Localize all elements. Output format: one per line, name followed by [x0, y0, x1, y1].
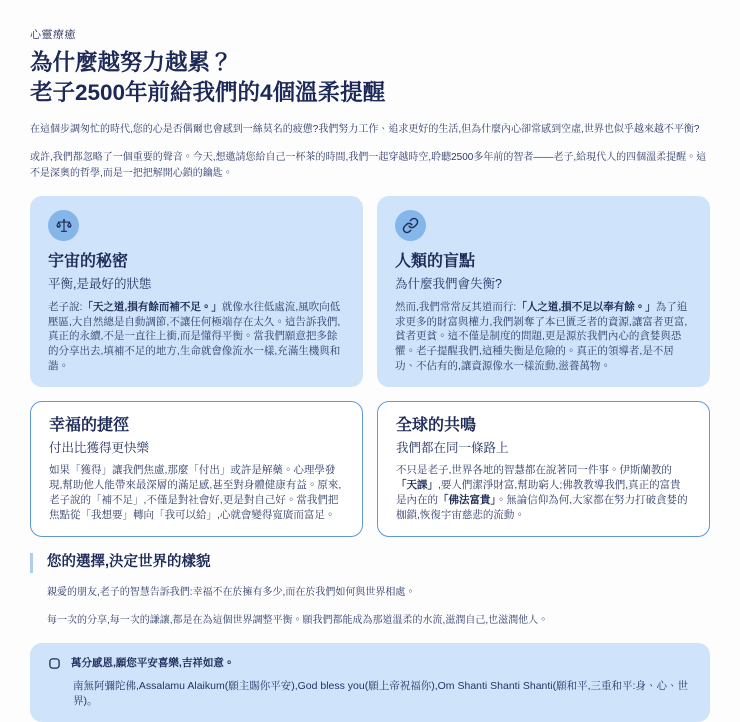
card-happiness-shortcut [30, 401, 363, 537]
blessing-icon [48, 657, 61, 670]
card-title: 幸福的捷徑 [49, 417, 130, 435]
page-title-line1: 為什麼越努力越累？ [30, 50, 233, 75]
card-title: 人類的盲點 [395, 253, 476, 271]
card-subtitle: 我們都在同一條路上 [396, 441, 509, 456]
page-title [30, 48, 710, 107]
card-human-blindspot [377, 196, 710, 387]
closing-paragraph-1: 親愛的朋友,老子的智慧告訴我們:幸福不在於擁有多少,而在於我們如何與世界相處。 [47, 586, 416, 598]
cards-grid [30, 196, 710, 537]
card-subtitle: 付出比獲得更快樂 [49, 441, 150, 456]
intro-paragraph-1: 在這個步調匆忙的時代,您的心是否偶爾也會感到一絲莫名的疲憊?我們努力工作、追求更好的生活,但為什麼內心卻常感到空虛,世界也似乎越來越不平衡? [30, 124, 700, 136]
blessing-line-2: 南無阿彌陀佛,Assalamu Alaikum(願主賜你平安),God bless you(願上帝祝福你),Om Shanti Shanti Shanti(願和平,三重和平:身、心、世界)。 [73, 679, 688, 708]
closing-paragraph-2: 每一次的分享,每一次的謙讓,都是在為這個世界調整平衡。願我們都能成為那道溫柔的水流,滋潤自己,也滋潤他人。 [47, 614, 549, 626]
card-body-post: 。無論信仰為何,大家都在努力打破貪婪的枷鎖,恢復宇宙慈悲的流動。 [396, 494, 688, 522]
blessing-text [71, 656, 692, 710]
card-global-resonance [377, 401, 710, 537]
card-body-pre: 然而,我們常常反其道而行: [395, 300, 517, 313]
card-body [48, 300, 345, 375]
category-label: 心靈療癒 [30, 29, 76, 41]
link-icon [395, 210, 426, 241]
card-body: 如果「獲得」讓我們焦慮,那麼「付出」或許是解藥。心理學發現,幫助他人能帶來最深層的滿足感,甚至對身體健康有益。原來,老子說的「補不足」,不僅是對社會好,更是對自己好。當我們把焦點從「我想要」轉向「我可以給」,心就會變得寬廣而富足。 [49, 464, 342, 522]
card-body-post: 為了追求更多的財富與權力,我們剝奪了本已匱乏者的資源,讓富者更富,貧者更貧。這不僅是制度的問題,更是源於我們內心的貪婪與恐懼。老子提醒我們,這種失衡是危險的。真正的領導者,是不居功、不佔有的,讓資源像水一樣流動,滋養萬物。 [395, 300, 688, 373]
balance-scale-icon [48, 210, 79, 241]
card-body [396, 463, 691, 523]
card-body-mid: ,要人們潔淨財富,幫助窮人;佛教教導我們,真正的富貴是內在的 [396, 479, 681, 507]
card-body-quote: 「天之道,損有餘而補不足。」 [82, 300, 222, 313]
card-body [395, 300, 692, 375]
card-subtitle: 為什麼我們會失衡? [395, 277, 502, 292]
blessing-card [30, 643, 710, 722]
intro-paragraph-2: 或許,我們都忽略了一個重要的聲音。今天,想邀請您給自己一杯茶的時間,我們一起穿越時空,聆聽2500多年前的智者——老子,給現代人的四個溫柔提醒。這不是深奧的哲學,而是一把把解開心鎖的鑰匙。 [30, 152, 707, 180]
card-body-bold-1: 「天課」 [396, 479, 438, 492]
blessing-line-1: 萬分感恩,願您平安喜樂,吉祥如意。 [71, 656, 235, 669]
card-cosmic-secret [30, 196, 363, 387]
card-body-pre: 老子說: [48, 300, 83, 313]
card-subtitle: 平衡,是最好的狀態 [48, 277, 152, 292]
card-title: 宇宙的秘密 [48, 253, 129, 271]
closing-section [30, 553, 710, 629]
page-title-line2: 老子2500年前給我們的4個溫柔提醒 [30, 79, 386, 105]
card-body-quote: 「人之道,損不足以奉有餘。」 [516, 300, 656, 313]
card-body-bold-2: 「佛法富貴」 [438, 494, 496, 507]
card-body-pre: 不只是老子,世界各地的智慧都在說著同一件事。伊斯蘭教的 [396, 464, 672, 477]
card-title: 全球的共鳴 [396, 417, 477, 435]
card-body-post: 就像水往低處流,風吹向低壓區,大自然總是自動調節,不讓任何極端存在太久。這告訴我們,真正的永續,不是一直往上衝,而是懂得平衡。當我們願意把多餘的分享出去,填補不足的地方,生命就會像流水一樣,充滿生機與和諧。 [48, 300, 341, 373]
closing-heading: 您的選擇,決定世界的樣貌 [30, 553, 710, 573]
